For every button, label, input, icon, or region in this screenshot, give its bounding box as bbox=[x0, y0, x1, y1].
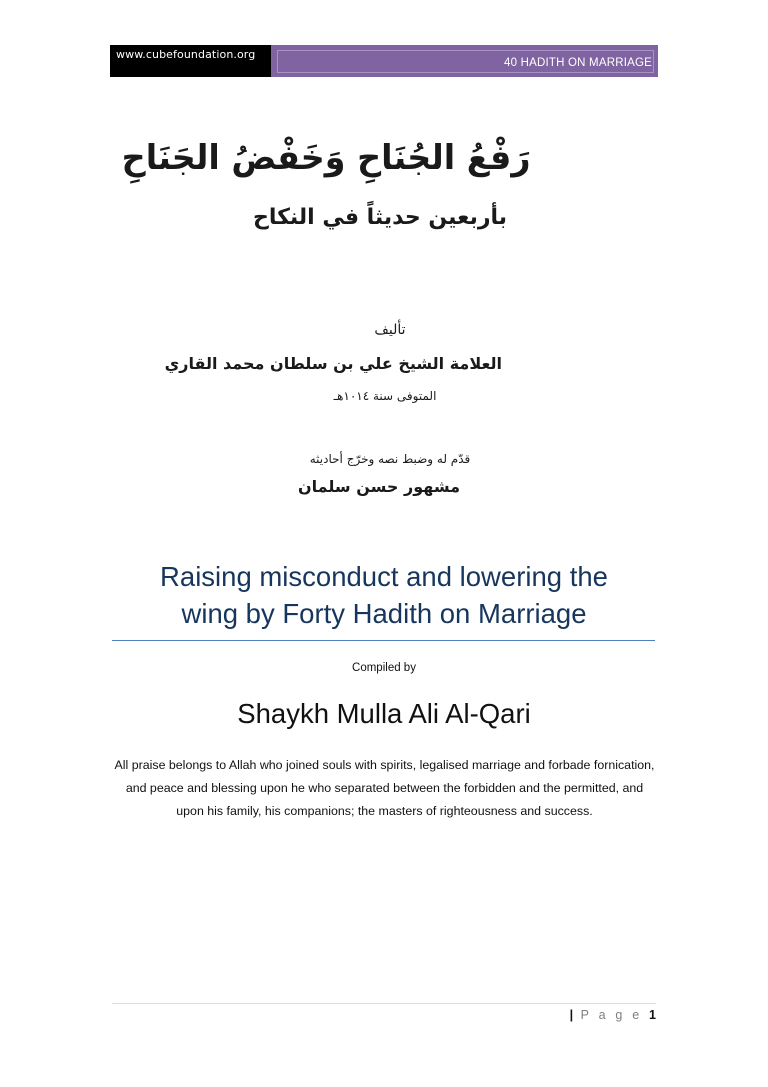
arabic-author-name: العلامة الشيخ علي بن سلطان محمد القاري bbox=[164, 354, 502, 373]
document-title-line-2: wing by Forty Hadith on Marriage bbox=[181, 598, 587, 629]
header-document-title: 40 HADITH ON MARRIAGE bbox=[504, 57, 652, 69]
page-number: 1 bbox=[649, 1008, 656, 1022]
arabic-editor-name: مشهور حسن سلمان bbox=[298, 477, 460, 496]
author-name: Shaykh Mulla Ali Al-Qari bbox=[237, 698, 531, 729]
arabic-death-note: المتوفى سنة ١٠١٤هـ bbox=[333, 389, 437, 403]
arabic-editor-note: قدّم له وضبط نصه وخرّج أحاديثه bbox=[309, 452, 471, 466]
footer-rule bbox=[112, 1003, 656, 1004]
intro-paragraph: All praise belongs to Allah who joined souls with spirits, legalised marriage and forbade fornication, and peace and blessing upon he who separated between the forbidden and the permitted, and upon his family, his companions; the masters of righteousness and success. bbox=[114, 758, 655, 818]
title-underline bbox=[112, 640, 655, 641]
document-title-line-1: Raising misconduct and lowering the bbox=[160, 561, 608, 592]
header-band bbox=[271, 45, 658, 77]
arabic-by-label: تأليف bbox=[374, 322, 406, 338]
arabic-main-title: رَفْعُ الجُنَاحِ وَخَفْضُ الجَنَاحِ bbox=[121, 138, 531, 178]
document-title bbox=[112, 558, 656, 632]
page-label: P a g e bbox=[580, 1008, 650, 1022]
header-site-url: www.cubefoundation.org bbox=[110, 45, 271, 77]
footer-separator: | bbox=[569, 1008, 574, 1022]
page-footer bbox=[570, 1008, 656, 1022]
compiled-by-label: Compiled by bbox=[352, 662, 416, 674]
arabic-subtitle: بأربعين حديثاً في النكاح bbox=[252, 205, 508, 230]
